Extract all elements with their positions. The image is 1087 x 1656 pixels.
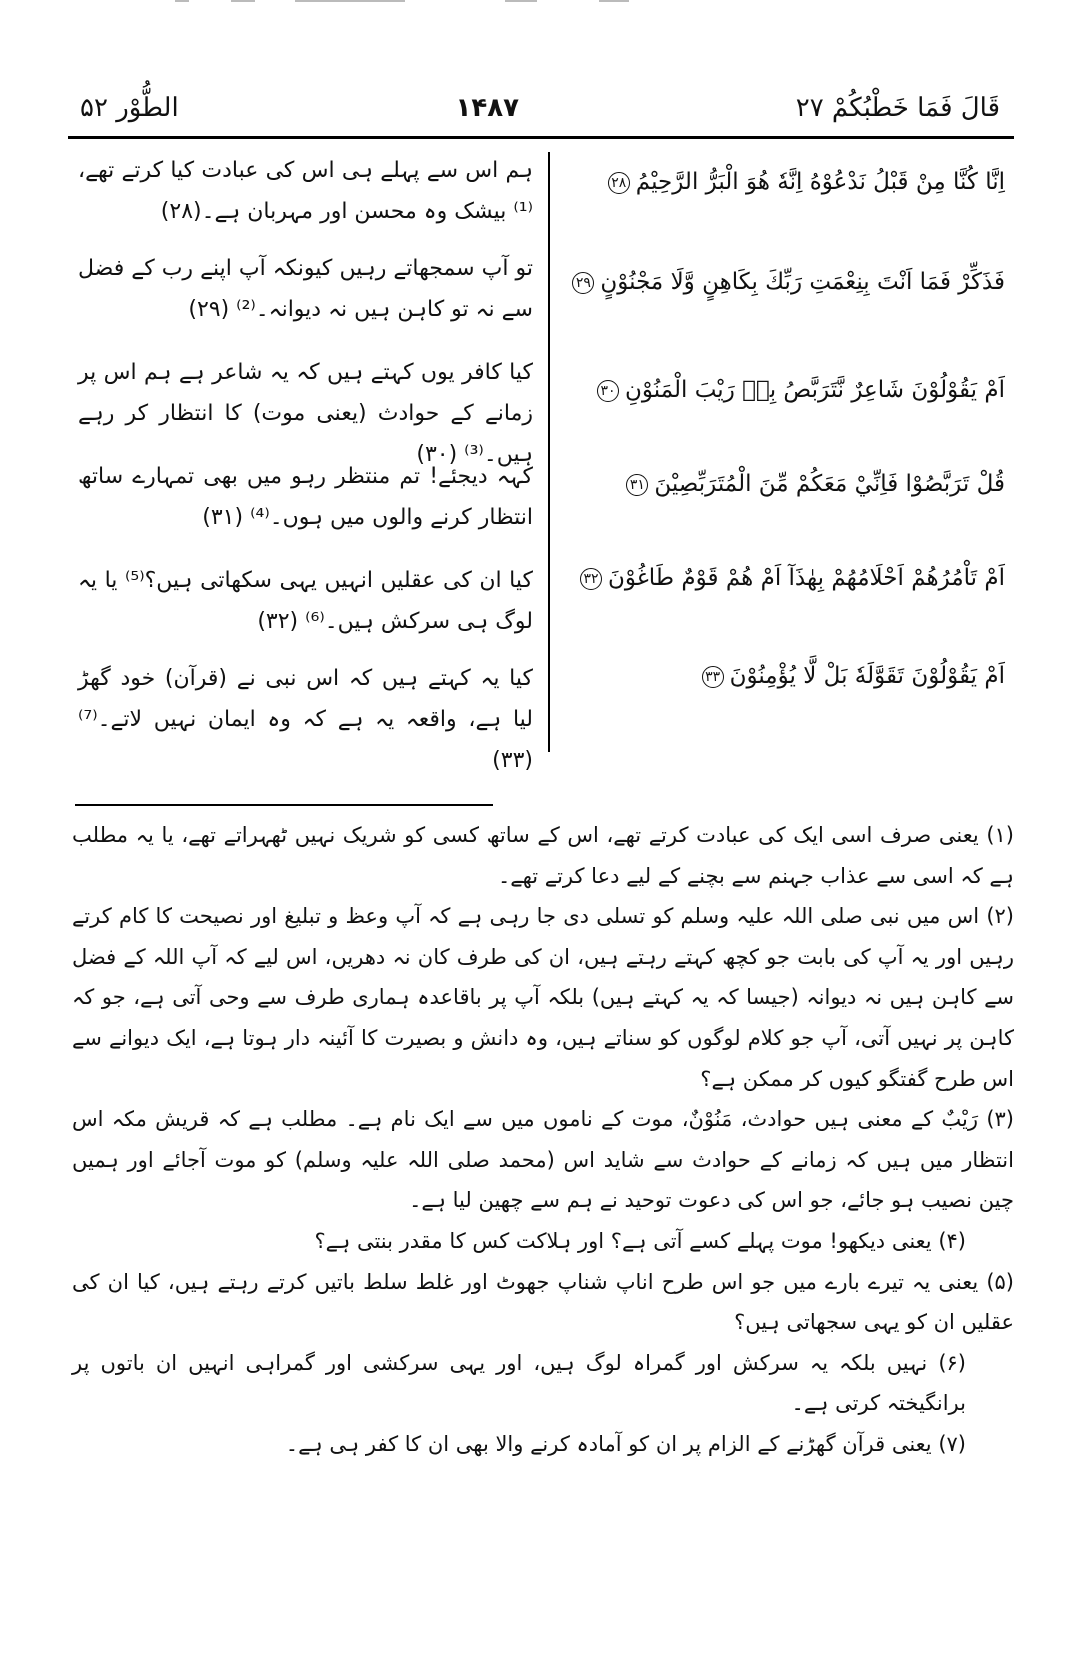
ayah-number: ٣٠ [597,380,619,402]
arabic-verse [575,560,1005,596]
arabic-verse [575,164,1005,200]
footnote: (۱) یعنی صرف اسی ایک کی عبادت کرتے تھے، اس کے ساتھ کسی کو شریک نہیں ٹھہراتے تھے، یا یہ مطلب ہے کہ اسی سے عذاب جہنم سے بچنے کے لیے دعا کرتے تھے۔ [72,823,1014,888]
juz-title: قَالَ فَمَا خَطْبُكُمْ ٢٧ [795,93,1000,123]
footnote: (۶) نہیں بلکہ یہ سرکش اور گمراہ لوگ ہیں، اور یہی سرکشی اور گمراہی انہیں ان باتوں پر برانگیختہ کرتی ہے۔ [72,1350,966,1416]
footnote: (۷) یعنی قرآن گھڑنے کے الزام پر ان کو آمادہ کرنے والا بھی ان کا کفر ہی ہے۔ [285,1431,966,1456]
footnotes [72,815,1014,1465]
arabic-verse [575,466,1005,502]
footnote-rule [75,804,493,806]
arabic-verse [575,372,1005,408]
arabic-verse-text: اَمْ يَقُوْلُوْنَ تَقَوَّلَهٗ بَلْ لَّا يُؤْمِنُوْنَ [729,663,1005,689]
ayah-number: ٣١ [626,474,648,496]
urdu-translation: کیا ان کی عقلیں انہیں یہی سکھاتی ہیں؟⁽⁵⁾ یا یہ لوگ ہی سرکش ہیں۔⁽⁶⁾ (۳۲) [78,568,533,634]
ayah-number: ٣٢ [580,568,602,590]
scan-artifact [175,0,635,2]
arabic-verse-text: اَمْ تَاْمُرُهُمْ اَحْلَامُهُمْ بِهٰذَآ اَمْ هُمْ قَوْمٌ طَاغُوْنَ [608,565,1005,591]
surah-title: الطُّوْر ۵۲ [80,93,179,123]
urdu-translation: کہہ دیجئے! تم منتظر رہو میں بھی تمہارے ساتھ انتظار کرنے والوں میں ہوں۔⁽⁴⁾ (۳۱) [78,464,533,530]
header-rule [68,136,1014,139]
ayah-number: ٢٨ [608,172,630,194]
ayah-number: ٢٩ [572,272,594,294]
arabic-verse-text: فَذَكِّرْ فَمَا اَنْتَ بِنِعْمَتِ رَبِّكَ بِكَاهِنٍ وَّلَا مَجْنُوْنٍ [600,269,1005,295]
footnote: (۲) اس میں نبی صلی اللہ علیہ وسلم کو تسلی دی جا رہی ہے کہ آپ وعظ و تبلیغ اور نصیحت کا کام کرتے رہیں اور یہ آپ کی بابت جو کچھ کہتے رہتے ہیں، ان کی طرف کان نہ دھریں، اس لیے کہ آپ اللہ کے فضل سے کاہن ہیں نہ دیوانہ (جیسا کہ یہ کہتے ہیں) بلکہ آپ پر باقاعدہ ہماری طرف سے وحی آتی ہے، جو کہ کاہن پر نہیں آتی، آپ جو کلام لوگوں کو سناتے ہیں، وہ دانش و بصیرت کا آئینہ دار ہوتا ہے، ایک دیوانے سے اس طرح گفتگو کیوں کر ممکن ہے؟ [72,904,1014,1091]
arabic-verse-text: قُلْ تَرَبَّصُوْا فَاِنِّيْ مَعَكُمْ مِّنَ الْمُتَرَبِّصِيْنَ [654,471,1005,497]
arabic-verse [575,264,1005,300]
urdu-translation: تو آپ سمجھاتے رہیں کیونکہ آپ اپنے رب کے فضل سے نہ تو کاہن ہیں نہ دیوانہ۔⁽²⁾ (۲۹) [78,256,533,322]
urdu-translation: کیا یہ کہتے ہیں کہ اس نبی نے (قرآن) خود گھڑ لیا ہے، واقعہ یہ ہے کہ وہ ایمان نہیں لاتے۔⁽⁷⁾ (۳۳) [78,666,533,773]
footnote: (۵) یعنی یہ تیرے بارے میں جو اس طرح اناپ شناپ جھوٹ اور غلط سلط باتیں کرتے رہتے ہیں، کیا ان کی عقلیں ان کو یہی سجھاتی ہیں؟ [72,1269,1014,1335]
urdu-translation: کیا کافر یوں کہتے ہیں کہ یہ شاعر ہے ہم اس پر زمانے کے حوادث (یعنی موت) کا انتظار کر رہے ہیں۔⁽³⁾ (۳۰) [78,360,533,467]
page-header [80,84,1000,132]
column-divider [548,152,550,752]
ayah-number: ٣٣ [702,666,724,688]
footnote: (۳) رَیْبٌ کے معنی ہیں حوادث، مَنُوْنٌ، موت کے ناموں میں سے ایک نام ہے۔ مطلب ہے کہ قریش مکہ اس انتظار میں ہیں کہ زمانے کے حوادث سے شاید اس (محمد صلی اللہ علیہ وسلم) کو موت آجائے اور ہمیں چین نصیب ہو جائے، جو اس کی دعوت توحید نے ہم سے چھین لیا ہے۔ [72,1107,1014,1213]
arabic-verse-text: اَمْ يَقُوْلُوْنَ شَاعِرٌ نَّتَرَبَّصُ بِهٖ رَيْبَ الْمَنُوْنِ [624,377,1005,403]
footnote: (۴) یعنی دیکھو! موت پہلے کسے آتی ہے؟ اور ہلاکت کس کا مقدر بنتی ہے؟ [314,1228,966,1253]
page-number: ۱۴۸۷ [455,93,519,123]
arabic-verse-text: اِنَّا كُنَّا مِنْ قَبْلُ نَدْعُوْهُ اِنَّهٗ هُوَ الْبَرُّ الرَّحِيْمُ [635,169,1005,195]
arabic-verse [575,658,1005,694]
urdu-translation: ہم اس سے پہلے ہی اس کی عبادت کیا کرتے تھے،⁽¹⁾ بیشک وہ محسن اور مہربان ہے۔(۲۸) [78,158,533,224]
